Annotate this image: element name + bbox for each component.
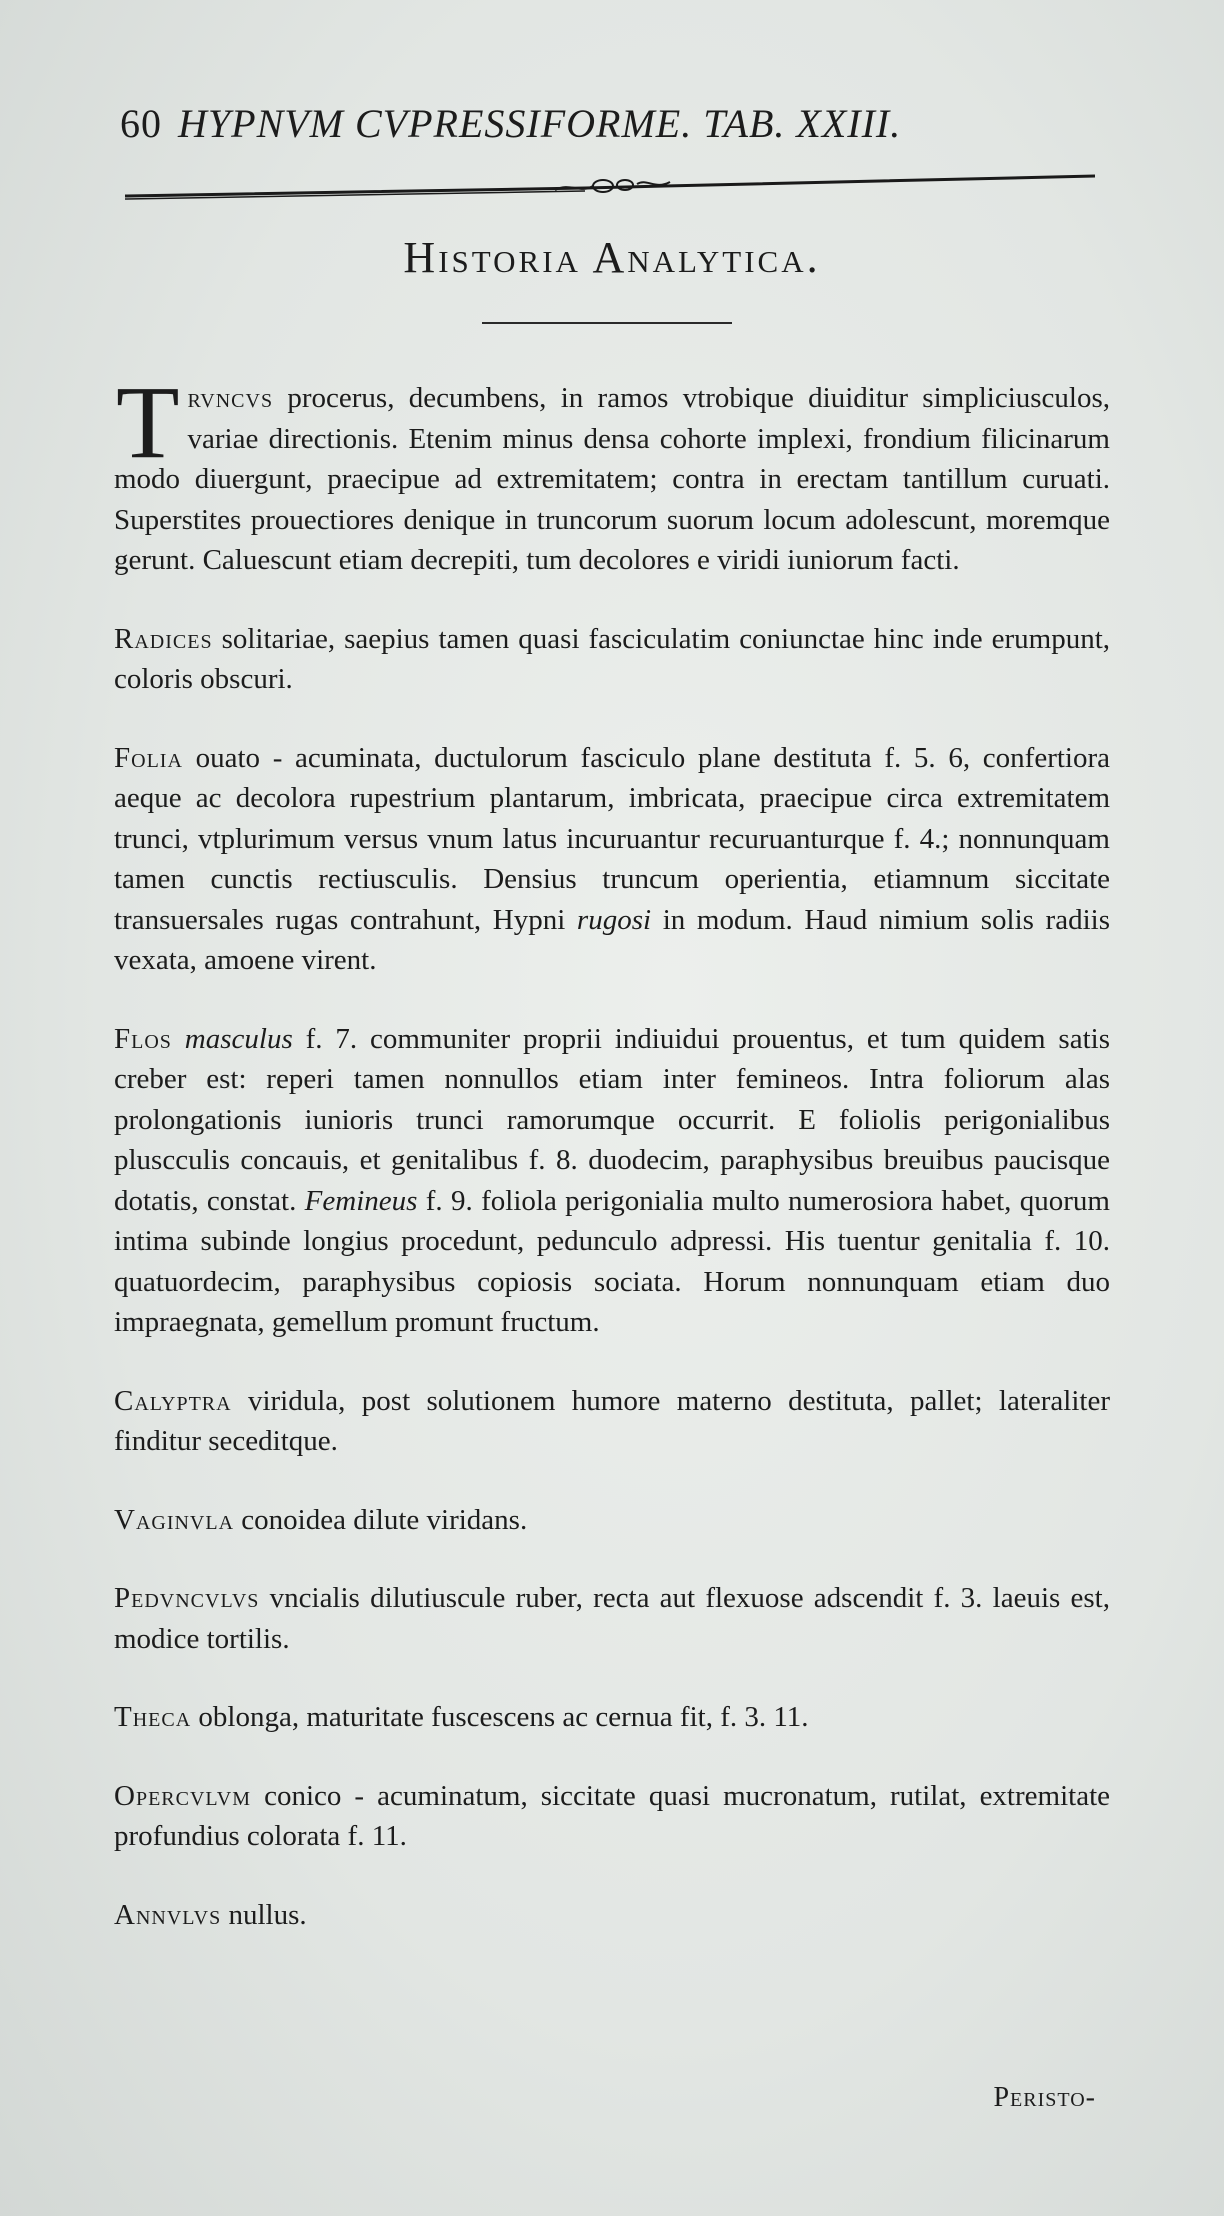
paragraph-text: viridula, post solutionem humore materno destituta, pallet; lateraliter finditur seceditque. bbox=[114, 1384, 1110, 1457]
paragraph-text: oblonga, maturitate fuscescens ac cernua fit, f. 3. 11. bbox=[191, 1701, 809, 1733]
lead-word: Flos bbox=[114, 1022, 172, 1055]
lead-word: rvncvs bbox=[187, 382, 274, 414]
paragraph-text: ouato - acuminata, ductulorum fasciculo plane destituta f. 5. 6, confertiora aeque ac decolora rupestrium plantarum, imbricata, praecipue circa extremitatem trunci, vtplurimum versus vnum latus incuruantur recuruanturque f. 4.; nonnunquam tamen cunctis rectiusculis. Densius truncum operientia, etiamnum siccitate transuersales rugas contrahunt, Hypni bbox=[114, 741, 1110, 936]
lead-word: Calyptra bbox=[114, 1384, 232, 1417]
italic-term: rugosi bbox=[576, 903, 652, 936]
paragraph-pedunculus bbox=[114, 1578, 1110, 1659]
lead-word: Radices bbox=[114, 622, 213, 655]
lead-word: Annvlvs bbox=[114, 1898, 222, 1931]
ornamental-rule bbox=[125, 166, 1095, 202]
paragraph-flos bbox=[114, 1019, 1110, 1343]
paragraph-text: conico - acuminatum, siccitate quasi mucronatum, rutilat, extremitate profundius colorata f. 11. bbox=[114, 1779, 1110, 1852]
paragraph-truncus bbox=[114, 365, 1110, 581]
paragraph-theca bbox=[114, 1697, 1110, 1738]
paragraph-text: conoidea dilute viridans. bbox=[234, 1503, 528, 1536]
lead-word: Pedvncvlvs bbox=[114, 1582, 260, 1614]
running-header bbox=[120, 100, 1100, 147]
paragraph-text: nullus. bbox=[221, 1898, 307, 1931]
lead-word: Folia bbox=[114, 741, 183, 774]
paragraph-folia bbox=[114, 738, 1110, 981]
catchword: Peristo- bbox=[993, 2082, 1096, 2113]
paragraph-operculum bbox=[114, 1776, 1110, 1857]
running-title: HYPNVM CVPRESSIFORME. TAB. XXIII. bbox=[178, 101, 902, 146]
paragraph-tail: in modum. Haud nimium solis radiis vexata, amoene virent. bbox=[114, 903, 1110, 976]
drop-cap: T bbox=[116, 365, 180, 480]
lead-word: Theca bbox=[114, 1701, 192, 1733]
paragraph-tail: f. 9. foliola perigonialia multo numerosiora habet, quorum intima subinde longius procedunt, pedunculo adpressi. His tuentur genitalia f. 10. quatuordecim, paraphysibus copiosis sociata. Horum nonnunquam etiam duo impraegnata, gemellum promunt fructum. bbox=[114, 1184, 1110, 1338]
paragraph-text: vncialis dilutiuscule ruber, recta aut flexuose adscendit f. 3. laeuis est, modice tortilis. bbox=[114, 1582, 1110, 1655]
italic-term: Femineus bbox=[304, 1184, 418, 1217]
title-underline bbox=[482, 322, 732, 324]
italic-lead: masculus bbox=[171, 1022, 293, 1055]
paragraph-text: solitariae, saepius tamen quasi fasciculatim coniunctae hinc inde erumpunt, coloris obscuri. bbox=[114, 622, 1110, 695]
paragraph-text: procerus, decumbens, in ramos vtrobique diuiditur simpliciusculos, variae directionis. Etenim minus densa cohorte implexi, frondium filicinarum modo diuergunt, praecipue ad extremitatem; contra in erectam tantillum curuati. Superstites prouectiores denique in truncorum suorum locum adolescunt, moremque gerunt. Caluescunt etiam decrepiti, tum decolores e viridi iuniorum facti. bbox=[114, 382, 1110, 576]
section-title: Historia Analytica. bbox=[403, 233, 821, 282]
paragraph-vaginula bbox=[114, 1500, 1110, 1541]
paragraph-annulus bbox=[114, 1895, 1110, 1936]
paragraph-radices bbox=[114, 619, 1110, 700]
page-number: 60 bbox=[120, 101, 162, 146]
lead-word: Vaginvla bbox=[114, 1503, 235, 1536]
paragraph-calyptra bbox=[114, 1381, 1110, 1462]
paragraph-text: f. 7. communiter proprii indiuidui prouentus, et tum quidem satis creber est: reperi tamen nonnullos etiam inter femineos. Intra foliorum alas prolongationis iunioris trunci ramorumque occurrit. E foliolis perigonialibus pluscculis concauis, et genitalibus f. 8. duodecim, paraphysibus breuibus paucisque dotatis, constat. bbox=[114, 1022, 1110, 1217]
text-body bbox=[114, 365, 1110, 1973]
lead-word: Opercvlvm bbox=[114, 1779, 252, 1812]
